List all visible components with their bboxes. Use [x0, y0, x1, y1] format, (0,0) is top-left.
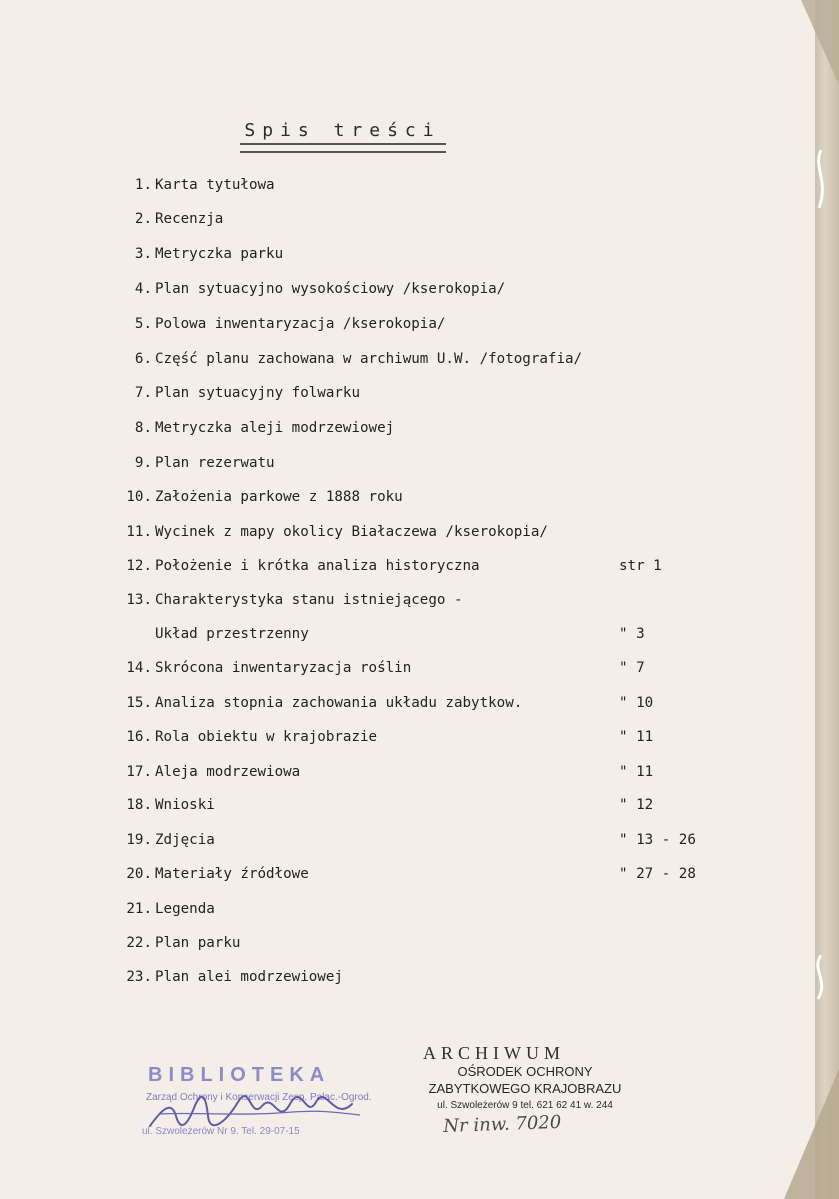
- toc-item-number: 17.: [126, 764, 152, 780]
- toc-item-number: 1.: [134, 177, 152, 193]
- toc-item-page: " 27 - 28: [619, 866, 696, 882]
- signature-mark: [146, 1092, 366, 1130]
- toc-item-text: Charakterystyka stanu istniejącego -: [155, 592, 463, 608]
- toc-item-text: Skrócona inwentaryzacja roślin: [155, 660, 412, 676]
- toc-item-15: [0, 690, 816, 716]
- toc-item-number: 12.: [126, 558, 152, 574]
- toc-item-18: [0, 792, 816, 818]
- toc-item-16: [0, 724, 816, 750]
- toc-item-text: Karta tytułowa: [155, 177, 275, 193]
- toc-item-11: [0, 519, 816, 545]
- archive-stamp: [410, 1043, 640, 1148]
- toc-item-21: [0, 896, 816, 922]
- toc-item-text: Wycinek z mapy okolicy Białaczewa /kserokopia/: [155, 524, 548, 540]
- toc-item-number: 6.: [134, 351, 152, 367]
- toc-item-text: Metryczka parku: [155, 246, 284, 262]
- document-title: Spis treści: [244, 120, 441, 141]
- toc-item-number: 2.: [134, 211, 152, 227]
- toc-item-number: 15.: [126, 695, 152, 711]
- toc-item-7: [0, 380, 816, 406]
- toc-item-13: [0, 587, 816, 613]
- toc-item-text: Część planu zachowana w archiwum U.W. /fotografia/: [155, 351, 583, 367]
- toc-item-1: [0, 172, 816, 198]
- toc-item-page: " 10: [619, 695, 654, 711]
- toc-item-number: 22.: [126, 935, 152, 951]
- toc-item-page: str 1: [619, 558, 662, 574]
- toc-item-number: 11.: [126, 524, 152, 540]
- toc-item-text: Plan parku: [155, 935, 241, 951]
- toc-item-number: 5.: [134, 316, 152, 332]
- toc-item-page: " 13 - 26: [619, 832, 696, 848]
- toc-item-text: Wnioski: [155, 797, 215, 813]
- inventory-number: Nr inw. 7020: [443, 1111, 562, 1137]
- toc-item-5: [0, 311, 816, 337]
- toc-item-10: [0, 484, 816, 510]
- title-double-underline: [240, 143, 446, 153]
- toc-item-text: Plan rezerwatu: [155, 455, 275, 471]
- toc-item-number: 23.: [126, 969, 152, 985]
- toc-item-14: [0, 655, 816, 681]
- toc-item-number: 18.: [126, 797, 152, 813]
- toc-item-text: Materiały źródłowe: [155, 866, 309, 882]
- toc-item-text: Aleja modrzewiowa: [155, 764, 301, 780]
- toc-item-page: " 12: [619, 797, 654, 813]
- toc-item-page: " 11: [619, 764, 654, 780]
- toc-item-12: [0, 553, 816, 579]
- toc-item-number: 14.: [126, 660, 152, 676]
- mount-board-edge: [815, 0, 839, 1199]
- toc-item-number: 3.: [134, 246, 152, 262]
- toc-item-number: 16.: [126, 729, 152, 745]
- toc-item-number: 7.: [134, 385, 152, 401]
- library-stamp-title: BIBLIOTEKA: [148, 1064, 331, 1086]
- toc-item-9: [0, 450, 816, 476]
- toc-item-number: 19.: [126, 832, 152, 848]
- toc-item-text: Położenie i krótka analiza historyczna: [155, 558, 480, 574]
- toc-item-22: [0, 930, 816, 956]
- toc-item-number: 8.: [134, 420, 152, 436]
- toc-item-page: " 3: [619, 626, 645, 642]
- library-stamp-address: ul. Szwoleżerów Nr 9. Tel. 29-07-15: [142, 1126, 300, 1137]
- toc-item-page: " 7: [619, 660, 645, 676]
- archive-stamp-address: ul. Szwoleżerów 9 tel. 621 62 41 w. 244: [437, 1100, 613, 1111]
- toc-item-text: Legenda: [155, 901, 215, 917]
- toc-item-number: 21.: [126, 901, 152, 917]
- toc-item-19: [0, 827, 816, 853]
- toc-item-text: Plan sytuacyjny folwarku: [155, 385, 360, 401]
- toc-item-number: 10.: [126, 489, 152, 505]
- toc-item-text: Założenia parkowe z 1888 roku: [155, 489, 403, 505]
- toc-item-text: Układ przestrzenny: [155, 626, 309, 642]
- toc-item-number: 20.: [126, 866, 152, 882]
- toc-item-8: [0, 415, 816, 441]
- archive-stamp-line-1: OŚRODEK OCHRONY: [457, 1064, 593, 1079]
- toc-item-text: Metryczka aleji modrzewiowej: [155, 420, 395, 436]
- archive-stamp-line-2: ZABYTKOWEGO KRAJOBRAZU: [428, 1081, 622, 1096]
- toc-item-13-continued: [0, 621, 816, 647]
- toc-item-6: [0, 346, 816, 372]
- toc-item-page: " 11: [619, 729, 654, 745]
- toc-item-2: [0, 206, 816, 232]
- library-stamp-subtitle: Zarząd Ochrony i Konserwacji Zesp. Pałac.-Ogrod.: [146, 1092, 372, 1103]
- toc-item-text: Analiza stopnia zachowania układu zabytkow.: [155, 695, 523, 711]
- toc-item-23: [0, 964, 816, 990]
- toc-item-text: Polowa inwentaryzacja /kserokopia/: [155, 316, 446, 332]
- toc-item-text: Rola obiektu w krajobrazie: [155, 729, 378, 745]
- archive-stamp-title: ARCHIWUM: [423, 1043, 565, 1063]
- toc-item-number: 9.: [134, 455, 152, 471]
- toc-item-17: [0, 759, 816, 785]
- toc-item-text: Recenzja: [155, 211, 224, 227]
- toc-item-number: 13.: [126, 592, 152, 608]
- toc-item-20: [0, 861, 816, 887]
- toc-item-text: Plan alei modrzewiowej: [155, 969, 343, 985]
- toc-item-text: Plan sytuacyjno wysokościowy /kserokopia/: [155, 281, 506, 297]
- toc-item-number: 4.: [134, 281, 152, 297]
- toc-item-3: [0, 241, 816, 267]
- library-stamp: [138, 1064, 373, 1146]
- toc-item-4: [0, 276, 816, 302]
- toc-item-text: Zdjęcia: [155, 832, 215, 848]
